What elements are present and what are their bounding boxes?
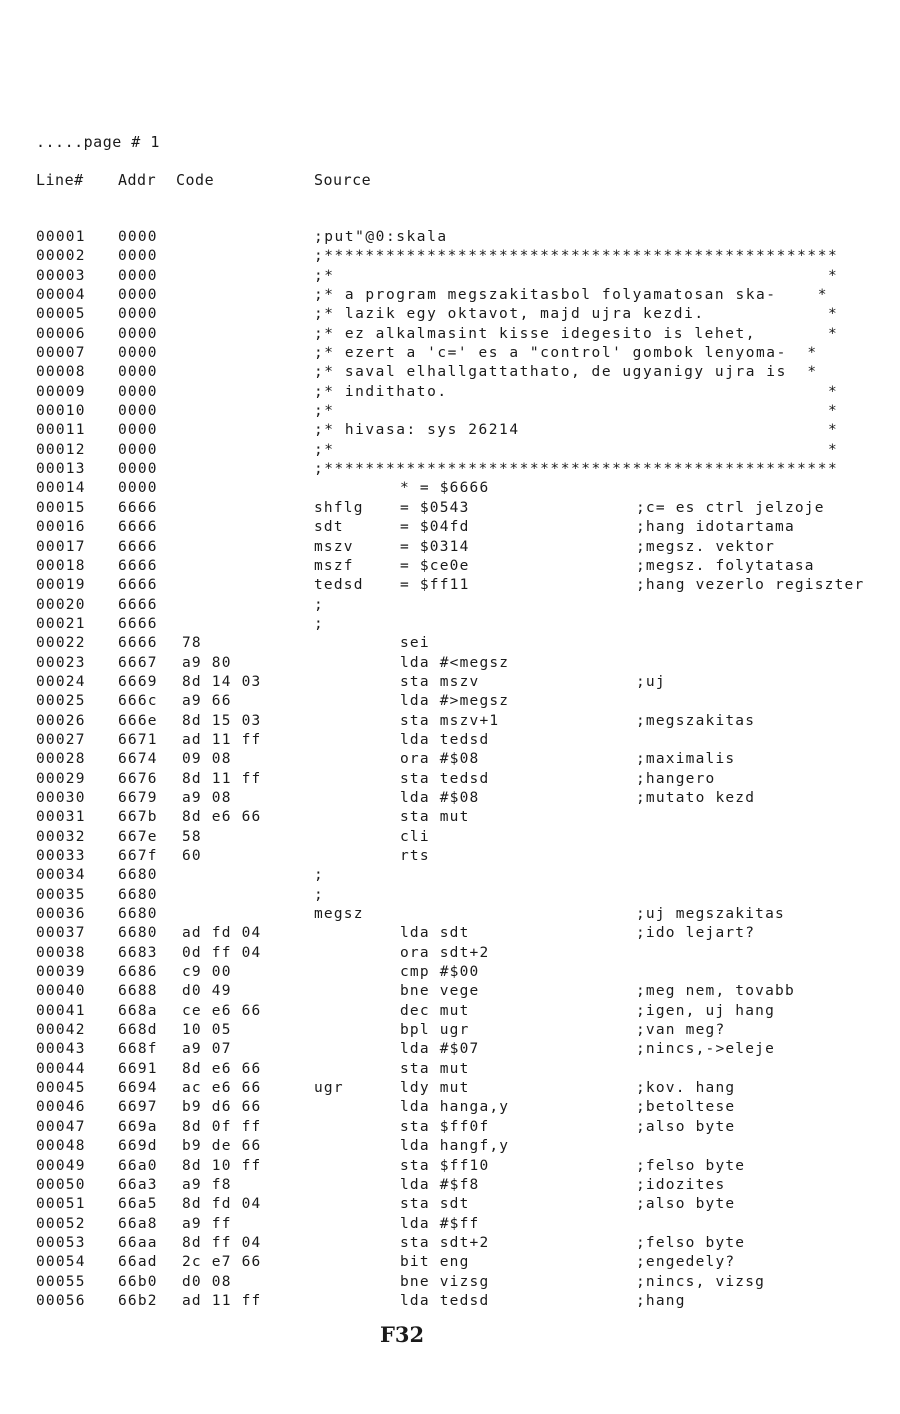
line-number: 00014 [36, 480, 86, 497]
address: 6676 [118, 770, 158, 787]
header-addr: Addr [118, 171, 157, 189]
address: 6679 [118, 789, 158, 806]
machine-code: d0 08 [182, 1273, 232, 1290]
listing-row [36, 1216, 896, 1235]
source-comment-line: ;* saval elhallgattathato, de ugyanigy ujra is * [314, 364, 818, 381]
listing-row [36, 1293, 896, 1312]
source-comment: ;van meg? [636, 1022, 726, 1039]
line-number: 00048 [36, 1138, 86, 1155]
line-number: 00001 [36, 229, 86, 245]
listing-row [36, 1235, 896, 1254]
source-comment-line: ;* ez alkalmasint kisse idegesito is lehet, * [314, 325, 839, 342]
machine-code: a9 f8 [182, 1176, 232, 1193]
source-comment: ;felso byte [636, 1157, 746, 1174]
address: 6680 [118, 925, 158, 942]
address: 66a0 [118, 1157, 158, 1174]
line-number: 00003 [36, 267, 86, 284]
address: 6666 [118, 577, 158, 594]
address: 6666 [118, 499, 158, 516]
source-comment: ;also byte [636, 1196, 736, 1213]
listing-row [36, 1003, 896, 1022]
source-instruction: lda #>megsz [400, 693, 510, 710]
machine-code: ad 11 ff [182, 731, 262, 748]
address: 6669 [118, 673, 158, 690]
address: 6666 [118, 635, 158, 652]
address: 666c [118, 693, 158, 710]
listing-row [36, 326, 896, 345]
machine-code: c9 00 [182, 964, 232, 981]
line-number: 00007 [36, 345, 86, 362]
source-comment: ;hang vezerlo regiszter [636, 577, 865, 594]
listing-row [36, 1196, 896, 1215]
source-comment: ;hang [636, 1292, 686, 1309]
line-number: 00028 [36, 751, 86, 768]
source-instruction: ora #$08 [400, 751, 480, 768]
address: 0000 [118, 267, 158, 284]
listing-row [36, 229, 896, 248]
listing-row [36, 751, 896, 770]
listing-row [36, 442, 896, 461]
listing-row [36, 655, 896, 674]
listing-row [36, 693, 896, 712]
source-comment: ;mutato kezd [636, 789, 756, 806]
source-comment-line: ;* hivasa: sys 26214 * [314, 422, 839, 439]
line-number: 00006 [36, 325, 86, 342]
listing-row [36, 1274, 896, 1293]
address: 6697 [118, 1099, 158, 1116]
line-number: 00002 [36, 248, 86, 265]
address: 6691 [118, 1060, 158, 1077]
line-number: 00050 [36, 1176, 86, 1193]
line-number: 00053 [36, 1234, 86, 1251]
machine-code: 8d 14 03 [182, 673, 262, 690]
address: 668d [118, 1022, 158, 1039]
line-number: 00040 [36, 983, 86, 1000]
source-comment: ;meg nem, tovabb [636, 983, 795, 1000]
listing-row [36, 364, 896, 383]
line-number: 00055 [36, 1273, 86, 1290]
machine-code: 78 [182, 635, 202, 652]
line-number: 00013 [36, 461, 86, 478]
listing-row [36, 887, 896, 906]
line-number: 00030 [36, 789, 86, 806]
source-label: megsz [314, 906, 364, 923]
address: 0000 [118, 345, 158, 362]
machine-code: 8d ff 04 [182, 1234, 262, 1251]
line-number: 00005 [36, 306, 86, 323]
listing-row [36, 1254, 896, 1273]
page-title: .....page # 1 [36, 133, 160, 151]
line-number: 00043 [36, 1041, 86, 1058]
address: 0000 [118, 248, 158, 265]
source-comment: ;maximalis [636, 751, 736, 768]
source-instruction: bne vege [400, 983, 480, 1000]
listing-row [36, 268, 896, 287]
source-listing [36, 229, 896, 1312]
address: 0000 [118, 461, 158, 478]
listing-row [36, 345, 896, 364]
address: 0000 [118, 306, 158, 323]
listing-row [36, 616, 896, 635]
source-comment: ;megsz. vektor [636, 538, 776, 555]
address: 0000 [118, 364, 158, 381]
source-instruction: lda #$f8 [400, 1176, 480, 1193]
line-number: 00038 [36, 944, 86, 961]
address: 6666 [118, 519, 158, 536]
line-number: 00041 [36, 1002, 86, 1019]
address: 6666 [118, 596, 158, 613]
source-comment-line: ;* * [314, 403, 839, 420]
source-instruction: sta tedsd [400, 770, 490, 787]
machine-code: a9 ff [182, 1215, 232, 1232]
listing-row [36, 1061, 896, 1080]
source-comment: ;c= es ctrl jelzoje [636, 499, 825, 516]
source-label: tedsd [314, 577, 364, 594]
source-comment: ;uj [636, 673, 666, 690]
machine-code: 8d 0f ff [182, 1118, 262, 1135]
source-comment: ;felso byte [636, 1234, 746, 1251]
listing-row [36, 422, 896, 441]
listing-row [36, 635, 896, 654]
header-code: Code [176, 171, 215, 189]
machine-code: 2c e7 66 [182, 1254, 262, 1271]
source-comment: ;betoltese [636, 1099, 736, 1116]
source-comment-line: ;* * [314, 267, 839, 284]
address: 6680 [118, 886, 158, 903]
source-comment: ;uj megszakitas [636, 906, 785, 923]
line-number: 00016 [36, 519, 86, 536]
machine-code: 8d 11 ff [182, 770, 262, 787]
line-number: 00042 [36, 1022, 86, 1039]
source-label: mszf [314, 557, 354, 574]
source-label: ; [314, 596, 324, 613]
address: 6688 [118, 983, 158, 1000]
address: 66a5 [118, 1196, 158, 1213]
address: 6666 [118, 615, 158, 632]
source-instruction: sta $ff10 [400, 1157, 490, 1174]
listing-row [36, 848, 896, 867]
listing-row [36, 558, 896, 577]
machine-code: 8d fd 04 [182, 1196, 262, 1213]
line-number: 00031 [36, 809, 86, 826]
source-instruction: bne vizsg [400, 1273, 490, 1290]
line-number: 00008 [36, 364, 86, 381]
source-comment: ;hangero [636, 770, 716, 787]
line-number: 00032 [36, 828, 86, 845]
source-comment: ;igen, uj hang [636, 1002, 776, 1019]
source-instruction: lda tedsd [400, 1292, 490, 1309]
machine-code: ac e6 66 [182, 1080, 262, 1097]
source-comment-line: ;* lazik egy oktavot, majd ujra kezdi. * [314, 306, 839, 323]
line-number: 00025 [36, 693, 86, 710]
machine-code: 10 05 [182, 1022, 232, 1039]
line-number: 00009 [36, 383, 86, 400]
machine-code: ad fd 04 [182, 925, 262, 942]
source-comment-line: ;************************************************** [314, 248, 839, 265]
address: 6694 [118, 1080, 158, 1097]
listing-row [36, 1080, 896, 1099]
source-instruction: dec mut [400, 1002, 470, 1019]
address: 6680 [118, 867, 158, 884]
source-comment-line: ;* indithato. * [314, 383, 839, 400]
line-number: 00037 [36, 925, 86, 942]
source-instruction: = $04fd [400, 519, 470, 536]
machine-code: ad 11 ff [182, 1292, 262, 1309]
listing-row [36, 461, 896, 480]
listing-row [36, 674, 896, 693]
address: 0000 [118, 480, 158, 497]
address: 666e [118, 712, 158, 729]
line-number: 00015 [36, 499, 86, 516]
listing-row [36, 1022, 896, 1041]
line-number: 00023 [36, 654, 86, 671]
source-instruction: = $ce0e [400, 557, 470, 574]
listing-row [36, 925, 896, 944]
address: 66aa [118, 1234, 158, 1251]
source-instruction: = $0314 [400, 538, 470, 555]
source-comment: ;megszakitas [636, 712, 756, 729]
listing-row [36, 1177, 896, 1196]
listing-row [36, 403, 896, 422]
page-number: F32 [380, 1322, 425, 1347]
line-number: 00012 [36, 441, 86, 458]
source-comment-line: ;put"@0:skala [314, 229, 448, 245]
line-number: 00052 [36, 1215, 86, 1232]
source-instruction: cli [400, 828, 430, 845]
machine-code: 8d 15 03 [182, 712, 262, 729]
source-instruction: lda #$07 [400, 1041, 480, 1058]
address: 66ad [118, 1254, 158, 1271]
machine-code: 09 08 [182, 751, 232, 768]
header-line: Line# [36, 171, 84, 189]
machine-code: a9 07 [182, 1041, 232, 1058]
listing-row [36, 829, 896, 848]
listing-row [36, 597, 896, 616]
machine-code: a9 08 [182, 789, 232, 806]
source-instruction: lda #<megsz [400, 654, 510, 671]
address: 667f [118, 848, 158, 864]
source-comment: ;idozites [636, 1176, 726, 1193]
line-number: 00026 [36, 712, 86, 729]
address: 66b2 [118, 1292, 158, 1309]
listing-row [36, 906, 896, 925]
line-number: 00033 [36, 848, 86, 864]
listing-row [36, 539, 896, 558]
source-instruction: sta mut [400, 1060, 470, 1077]
source-instruction: lda tedsd [400, 731, 490, 748]
source-label: shflg [314, 499, 364, 516]
line-number: 00021 [36, 615, 86, 632]
address: 6680 [118, 906, 158, 923]
listing-row [36, 945, 896, 964]
listing-row [36, 287, 896, 306]
machine-code: a9 66 [182, 693, 232, 710]
listing-row [36, 500, 896, 519]
address: 6686 [118, 964, 158, 981]
source-instruction: * = $6666 [400, 480, 490, 497]
line-number: 00020 [36, 596, 86, 613]
source-instruction: lda hanga,y [400, 1099, 510, 1116]
source-instruction: lda #$ff [400, 1215, 480, 1232]
listing-row [36, 983, 896, 1002]
source-instruction: = $ff11 [400, 577, 470, 594]
address: 0000 [118, 403, 158, 420]
source-comment-line: ;************************************************** [314, 461, 839, 478]
machine-code: b9 de 66 [182, 1138, 262, 1155]
machine-code: 8d e6 66 [182, 809, 262, 826]
line-number: 00004 [36, 287, 86, 304]
address: 0000 [118, 287, 158, 304]
line-number: 00056 [36, 1292, 86, 1309]
address: 0000 [118, 422, 158, 439]
source-instruction: bit eng [400, 1254, 470, 1271]
line-number: 00051 [36, 1196, 86, 1213]
source-comment: ;ido lejart? [636, 925, 756, 942]
source-instruction: sta mszv [400, 673, 480, 690]
source-comment-line: ;* ezert a 'c=' es a "control' gombok lenyoma- * [314, 345, 818, 362]
line-number: 00054 [36, 1254, 86, 1271]
line-number: 00046 [36, 1099, 86, 1116]
source-instruction: sta sdt+2 [400, 1234, 490, 1251]
line-number: 00027 [36, 731, 86, 748]
address: 0000 [118, 441, 158, 458]
source-instruction: lda sdt [400, 925, 470, 942]
listing-row [36, 964, 896, 983]
address: 6666 [118, 538, 158, 555]
address: 66b0 [118, 1273, 158, 1290]
listing-row [36, 519, 896, 538]
source-instruction: bpl ugr [400, 1022, 470, 1039]
address: 668a [118, 1002, 158, 1019]
line-number: 00024 [36, 673, 86, 690]
machine-code: a9 80 [182, 654, 232, 671]
source-label: ; [314, 886, 324, 903]
line-number: 00011 [36, 422, 86, 439]
address: 669a [118, 1118, 158, 1135]
line-number: 00010 [36, 403, 86, 420]
machine-code: ce e6 66 [182, 1002, 262, 1019]
address: 6674 [118, 751, 158, 768]
address: 66a3 [118, 1176, 158, 1193]
address: 6667 [118, 654, 158, 671]
source-label: sdt [314, 519, 344, 536]
source-instruction: sta mut [400, 809, 470, 826]
source-instruction: sta sdt [400, 1196, 470, 1213]
listing-row [36, 732, 896, 751]
listing-row [36, 771, 896, 790]
source-label: ugr [314, 1080, 344, 1097]
source-instruction: rts [400, 848, 430, 864]
listing-row [36, 790, 896, 809]
listing-row [36, 1041, 896, 1060]
address: 667e [118, 828, 158, 845]
line-number: 00039 [36, 964, 86, 981]
line-number: 00019 [36, 577, 86, 594]
source-comment-line: ;* * [314, 441, 839, 458]
source-instruction: = $0543 [400, 499, 470, 516]
line-number: 00018 [36, 557, 86, 574]
source-comment: ;nincs, vizsg [636, 1273, 766, 1290]
line-number: 00017 [36, 538, 86, 555]
listing-row [36, 1099, 896, 1118]
source-instruction: cmp #$00 [400, 964, 480, 981]
address: 0000 [118, 383, 158, 400]
source-comment: ;megsz. folytatasa [636, 557, 815, 574]
address: 669d [118, 1138, 158, 1155]
line-number: 00022 [36, 635, 86, 652]
line-number: 00049 [36, 1157, 86, 1174]
listing-row [36, 306, 896, 325]
source-label: mszv [314, 538, 354, 555]
source-comment: ;kov. hang [636, 1080, 736, 1097]
listing-row [36, 480, 896, 499]
source-label: ; [314, 867, 324, 884]
address: 6683 [118, 944, 158, 961]
machine-code: 0d ff 04 [182, 944, 262, 961]
line-number: 00035 [36, 886, 86, 903]
line-number: 00036 [36, 906, 86, 923]
machine-code: 60 [182, 848, 202, 864]
line-number: 00034 [36, 867, 86, 884]
line-number: 00044 [36, 1060, 86, 1077]
address: 6671 [118, 731, 158, 748]
source-instruction: lda #$08 [400, 789, 480, 806]
address: 0000 [118, 229, 158, 245]
line-number: 00029 [36, 770, 86, 787]
machine-code: b9 d6 66 [182, 1099, 262, 1116]
source-instruction: sta mszv+1 [400, 712, 500, 729]
line-number: 00045 [36, 1080, 86, 1097]
listing-row [36, 809, 896, 828]
source-label: ; [314, 615, 324, 632]
address: 6666 [118, 557, 158, 574]
source-instruction: sei [400, 635, 430, 652]
address: 66a8 [118, 1215, 158, 1232]
listing-row [36, 1119, 896, 1138]
listing-row [36, 577, 896, 596]
source-comment: ;nincs,->eleje [636, 1041, 776, 1058]
machine-code: d0 49 [182, 983, 232, 1000]
header-source: Source [314, 171, 372, 189]
source-comment: ;engedely? [636, 1254, 736, 1271]
address: 668f [118, 1041, 158, 1058]
listing-row [36, 248, 896, 267]
machine-code: 8d e6 66 [182, 1060, 262, 1077]
listing-row [36, 1158, 896, 1177]
listing-row [36, 384, 896, 403]
machine-code: 8d 10 ff [182, 1157, 262, 1174]
address: 0000 [118, 325, 158, 342]
listing-row [36, 713, 896, 732]
listing-row [36, 867, 896, 886]
source-instruction: ldy mut [400, 1080, 470, 1097]
source-comment-line: ;* a program megszakitasbol folyamatosan ska- * [314, 287, 828, 304]
source-instruction: lda hangf,y [400, 1138, 510, 1155]
source-instruction: sta $ff0f [400, 1118, 490, 1135]
line-number: 00047 [36, 1118, 86, 1135]
listing-row [36, 1138, 896, 1157]
source-instruction: ora sdt+2 [400, 944, 490, 961]
source-comment: ;also byte [636, 1118, 736, 1135]
source-comment: ;hang idotartama [636, 519, 795, 536]
machine-code: 58 [182, 828, 202, 845]
address: 667b [118, 809, 158, 826]
